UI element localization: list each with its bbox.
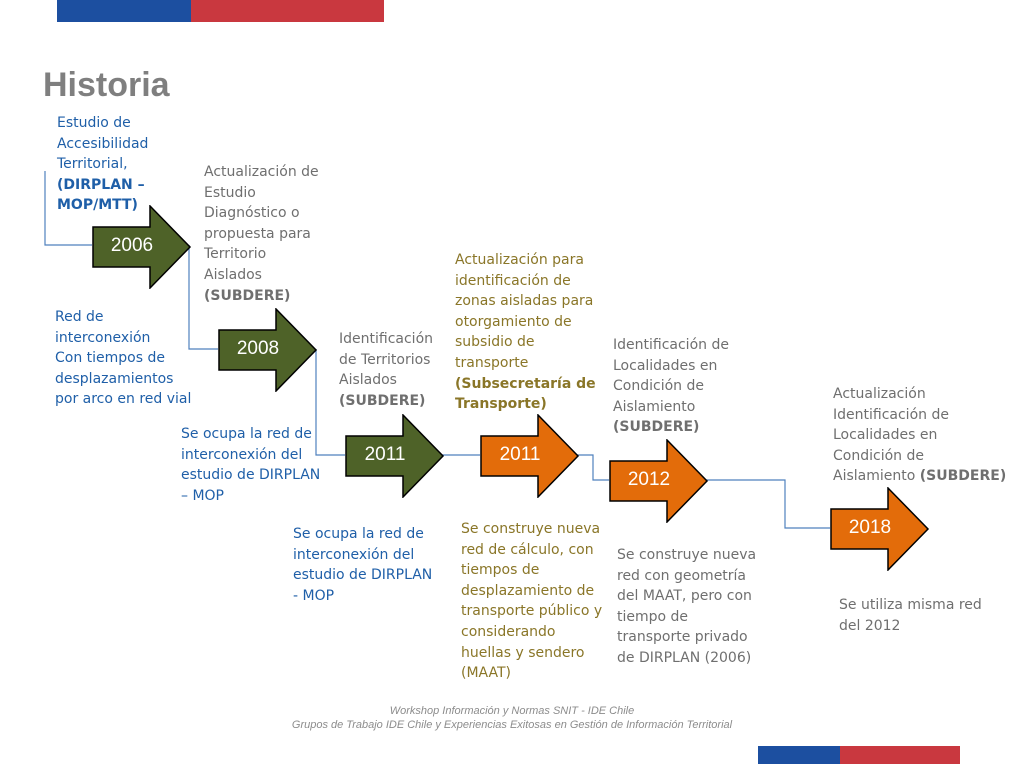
milestone-2008-network: Se ocupa la red de interconexión del estudio de DIRPLAN – MOP [181, 426, 321, 504]
milestone-2018-description: Actualización Identificación de Localidades en Condición de Aislamiento (SUBDERE) [833, 386, 1007, 485]
milestone-2012-year: 2012 [627, 469, 671, 490]
milestone-2006-description: Estudio de Accesibilidad Territorial, (DIRPLAN – MOP/MTT) [57, 115, 149, 214]
milestone-2012-network: Se construye nueva red con geometría del MAAT, pero con tiempo de transporte privado de DIRPLAN (2006) [617, 547, 757, 666]
milestone-2006-arrow [92, 205, 192, 289]
milestone-2011b-arrow [480, 414, 580, 498]
milestone-2011b-year: 2011 [499, 444, 541, 465]
milestone-2011a-description: Identificación de Territorios Aislados (SUBDERE) [339, 331, 434, 409]
milestone-2012-description: Identificación de Localidades en Condición de Aislamiento (SUBDERE) [613, 337, 729, 436]
page-title: Historia [43, 66, 170, 104]
milestone-2018-network: Se utiliza misma red del 2012 [839, 597, 982, 634]
milestone-2011a-network: Se ocupa la red de interconexión del estudio de DIRPLAN - MOP [293, 526, 433, 604]
milestone-2006-network: Red de interconexión Con tiempos de desplazamientos por arco en red vial [55, 309, 192, 408]
milestone-2018-year: 2018 [848, 517, 892, 538]
milestone-2006-year: 2006 [110, 235, 154, 256]
milestone-2008-year: 2008 [236, 338, 280, 359]
milestone-2008-description: Actualización de Estudio Diagnóstico o propuesta para Territorio Aislados (SUBDERE) [204, 164, 319, 304]
milestone-2011a-year: 2011 [364, 444, 406, 465]
milestone-2011b-description: Actualización para identificación de zonas aisladas para otorgamiento de subsidio de transporte (Subsecretaría de Transporte) [455, 252, 596, 413]
milestone-2012-arrow [609, 439, 709, 523]
footer-workshop: Workshop Información y Normas SNIT - IDE Chile [389, 705, 635, 717]
milestone-2018-arrow [830, 487, 930, 571]
milestone-2008-arrow [218, 308, 318, 392]
footer-groups: Grupos de Trabajo IDE Chile y Experiencias Exitosas en Gestión de Información Territorial [291, 719, 733, 731]
milestone-2011a-arrow [345, 414, 445, 498]
milestone-2011b-network: Se construye nueva red de cálculo, con tiempos de desplazamiento de transporte público y considerando huellas y sendero (MAAT) [461, 521, 603, 682]
